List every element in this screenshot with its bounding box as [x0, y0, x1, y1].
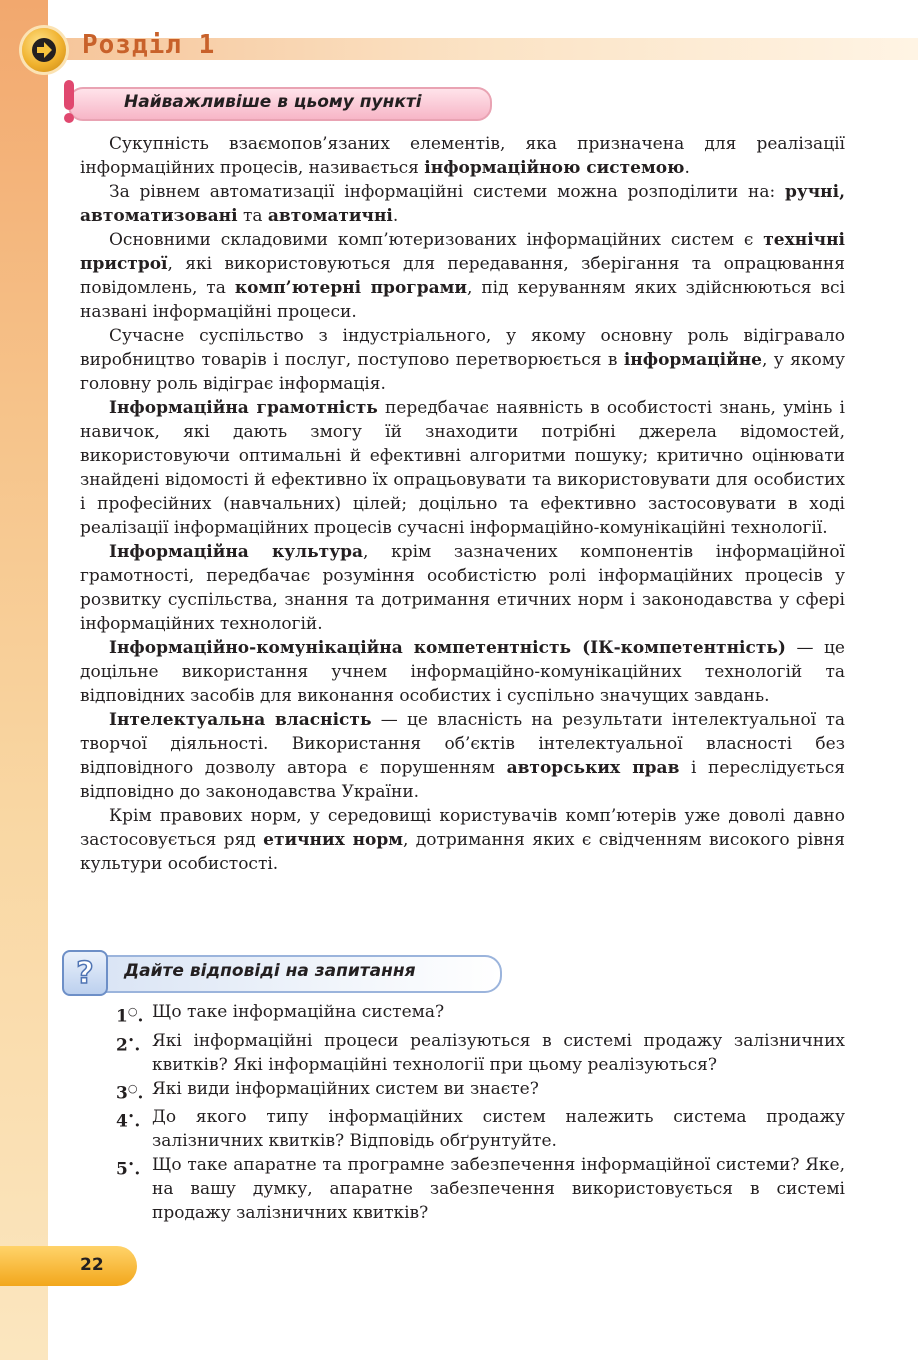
key-points-heading: Найважливіше в цьому пункті — [124, 92, 422, 112]
question-number: 1○. — [116, 1005, 144, 1027]
question-number-value: 1 — [116, 1006, 128, 1027]
text-run: Крім правових норм, у середовищі користувачів комп’ютерів уже доволі давно застосовується ряд — [80, 806, 845, 850]
question-mark-icon — [62, 950, 108, 996]
key-paragraph — [80, 540, 845, 636]
difficulty-level-mark: ○ — [127, 1005, 138, 1018]
page-margin-strip — [0, 0, 48, 1360]
question-number-value: 3 — [116, 1083, 128, 1104]
question-item — [116, 1105, 845, 1153]
text-run: , які використовуються для передавання, зберігання та опрацювання повідомлень, та — [80, 254, 845, 298]
page-number: 22 — [80, 1255, 104, 1275]
term-highlight: авторських прав — [506, 758, 680, 778]
question-item — [116, 1077, 845, 1106]
text-run: За рівнем автоматизації інформаційні системи можна розподілити на: — [109, 182, 785, 202]
term-highlight: інформаційне — [623, 350, 762, 370]
key-paragraph — [80, 228, 845, 324]
text-run: . — [684, 158, 690, 178]
page-number-tab — [0, 1246, 137, 1286]
question-number: 5•. — [116, 1158, 141, 1180]
svg-text:?: ? — [76, 956, 94, 989]
text-run: , під керуванням яких здійснюються всі названі інформаційні процеси. — [80, 278, 845, 322]
questions-list — [116, 1000, 845, 1225]
term-highlight: етичних норм — [263, 830, 404, 850]
text-run: . — [392, 206, 399, 226]
text-run: , у якому головну роль відіграє інформація. — [80, 350, 845, 394]
question-number-value: 4 — [116, 1111, 128, 1132]
text-run: — це власність на результати інтелектуальної та творчої діяльності. Використання об’єктів інтелектуальної власності без відповідного дозволу автора є порушенням — [80, 710, 845, 778]
term-highlight: ручні, автоматизовані — [80, 182, 845, 226]
difficulty-level-mark: • — [127, 1033, 135, 1047]
question-text: Які інформаційні процеси реалізуються в системі продажу залізничних квитків? Які інформаційні технології при цьому реалізуються? — [152, 1030, 845, 1075]
question-number-value: 2 — [116, 1035, 128, 1056]
key-paragraph — [80, 324, 845, 396]
question-item — [116, 1000, 845, 1029]
question-number-value: 5 — [116, 1159, 128, 1180]
key-points-text — [80, 132, 845, 876]
question-text: Які види інформаційних систем ви знаєте? — [152, 1078, 539, 1099]
question-item — [116, 1153, 845, 1225]
key-paragraph — [80, 396, 845, 540]
question-text: До якого типу інформаційних систем належить система продажу залізничних квитків? Відповідь обґрунтуйте. — [152, 1107, 845, 1152]
text-run: Основними складовими комп’ютеризованих інформаційних систем є — [109, 230, 764, 250]
question-text: Що таке апаратне та програмне забезпечення інформаційної системи? Яке, на вашу думку, апаратне забезпечення використовується в системі продажу залізничних квитків? — [152, 1155, 845, 1224]
text-run: , крім зазначених компонентів інформаційної грамотності, передбачає розуміння особистістю ролі інформаційних процесів у розвитку суспільства, знання та дотримання етичних норм і законодавства у сфері інформаційних технологій. — [80, 542, 845, 634]
difficulty-level-mark: ○ — [127, 1081, 138, 1095]
term-highlight: Інформаційна культура — [109, 542, 364, 562]
difficulty-level-mark: • — [127, 1158, 135, 1172]
text-run: і переслідується відповідно до законодавства України. — [80, 758, 845, 802]
text-run: , дотримання яких є свідченням високого рівня культури особистості. — [80, 830, 845, 874]
text-run: передбачає наявність в особистості знань, умінь і навичок, які дають змогу їй знаходити потрібні джерела відомостей, використовуючи оптимальні й ефективні алгоритми пошуку; критично оцінювати знайдені відомості й ефективно їх опрацьовувати та використовувати для особистих і професійних (навчальних) цілей; доцільно та ефективно застосовувати в ході реалізації інформаційних процесів сучасні інформаційно-комунікаційні технології. — [80, 398, 845, 538]
term-highlight: Інформаційна грамотність — [109, 398, 378, 418]
text-run: Сукупність взаємопов’язаних елементів, яка призначена для реалізації інформаційних процесів, називається — [80, 134, 845, 178]
exclamation-icon — [60, 78, 78, 124]
text-run: — це доцільне використання учнем інформаційно-комунікаційних технологій та відповідних засобів для виконання особистих і суспільно значущих завдань. — [80, 638, 845, 706]
key-paragraph — [80, 804, 845, 876]
term-highlight: Інтелектуальна власність — [109, 710, 372, 730]
key-paragraph — [80, 132, 845, 180]
term-highlight: комп’ютерні програми — [234, 278, 467, 298]
question-text: Що таке інформаційна система? — [152, 1002, 445, 1022]
question-number: 2•. — [116, 1033, 141, 1056]
question-number: 3○. — [116, 1081, 144, 1104]
text-run: Сучасне суспільство з індустріального, у якому основну роль відігравало виробництво товарів і послуг, поступово перетворюється в — [80, 326, 845, 370]
question-item — [116, 1029, 845, 1077]
term-highlight: Інформаційно-комунікаційна компетентність (ІК-компетентність) — [109, 638, 786, 658]
key-paragraph — [80, 180, 845, 228]
key-paragraph — [80, 636, 845, 708]
term-highlight: технічні пристрої — [80, 230, 845, 274]
key-paragraph — [80, 708, 845, 804]
text-run: та — [237, 206, 268, 226]
questions-heading: Дайте відповіді на запитання — [124, 961, 416, 981]
difficulty-level-mark: • — [127, 1110, 135, 1124]
term-highlight: інформаційною системою — [424, 158, 685, 178]
chapter-title: Розділ 1 — [82, 30, 216, 60]
term-highlight: автоматичні — [267, 206, 393, 226]
chapter-arrow-icon — [22, 28, 66, 72]
question-number: 4•. — [116, 1110, 141, 1132]
